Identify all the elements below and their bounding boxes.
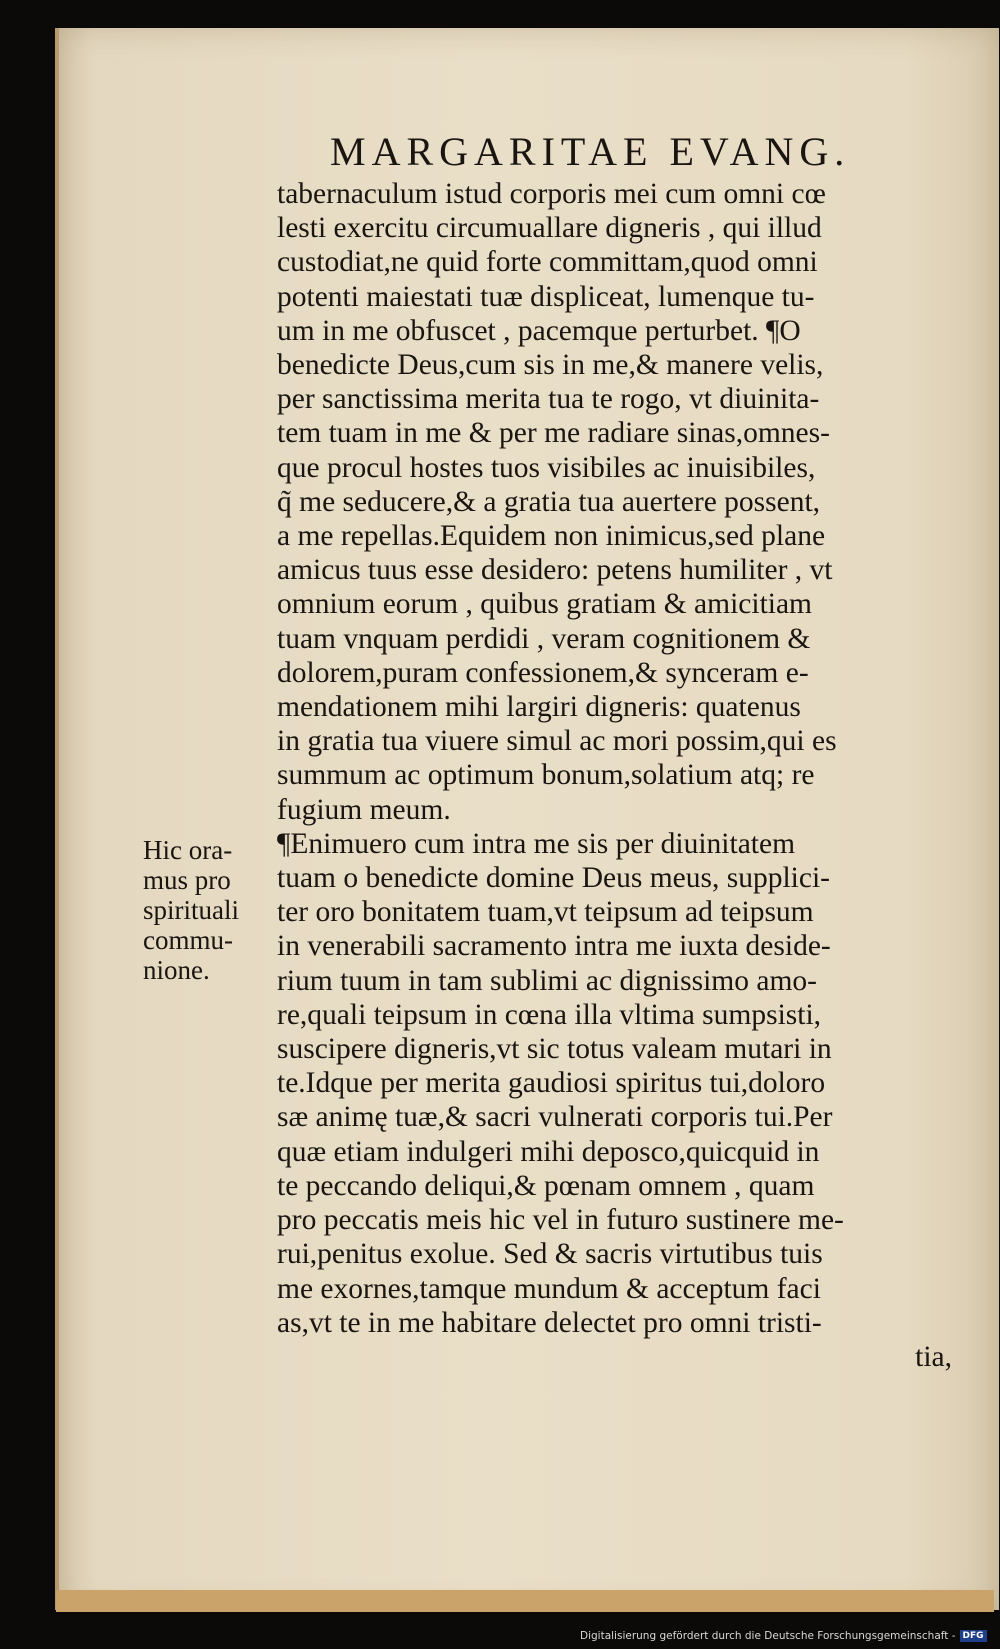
margin-note-line: Hic ora- [143,835,233,865]
text-line: dolorem,puram confessionem,& synceram e- [277,656,809,689]
text-line: in gratia tua viuere simul ac mori possim,qui es [277,725,837,758]
text-line: que procul hostes tuos visibiles ac inuisibiles, [277,451,816,484]
text-line: summum ac optimum bonum,solatium atq; re [277,759,815,792]
text-line: te peccando deliqui,& pœnam omnem , quam [277,1169,815,1202]
text-line: quæ etiam indulgeri mihi deposco,quicquid in [277,1135,820,1168]
text-line: custodiat,ne quid forte committam,quod omni [277,246,818,279]
page-edge [56,1590,994,1612]
text-line: mendationem mihi largiri digneris: quatenus [277,691,801,724]
margin-note-line: commu- [143,925,233,955]
margin-note-line: spirituali [143,895,239,925]
running-header: MARGARITAE EVANG. [330,129,851,174]
text-line: ter oro bonitatem tuam,vt teipsum ad teipsum [277,896,814,929]
text-line: rium tuum in tam sublimi ac dignissimo amo- [277,964,817,997]
text-line: benedicte Deus,cum sis in me,& manere velis, [277,349,824,382]
text-line: tuam o benedicte domine Deus meus, supplici- [277,862,830,895]
text-line: suscipere digneris,vt sic totus valeam mutari in [277,1033,832,1066]
text-line: te.Idque per merita gaudiosi spiritus tui,doloro [277,1067,826,1100]
text-line: q̃ me seducere,& a gratia tua auertere possent, [277,485,821,518]
credit-text: Digitalisierung gefördert durch die Deutsche Forschungsgemeinschaft - [580,1630,956,1642]
text-line: tabernaculum istud corporis mei cum omni cœ [277,178,826,210]
body-text [277,177,952,1374]
text-line: fugium meum. [277,793,451,826]
text-line: per sanctissima merita tua te rogo, vt diuinita- [277,383,820,416]
text-line: a me repellas.Equidem non inimicus,sed plane [277,520,826,553]
text-line: potenti maiestati tuæ displiceat, lumenque tu- [277,280,815,313]
text-line: as,vt te in me habitare delectet pro omni tristi- [277,1306,822,1339]
text-line: re,quali teipsum in cœna illa vltima sumpsisti, [277,998,822,1031]
text-line: pro peccatis meis hic vel in futuro sustinere me- [277,1204,844,1237]
catchword: tia, [915,1340,952,1373]
text-line: lesti exercitu circumuallare digneris , qui illud [277,212,822,245]
text-line: tem tuam in me & per me radiare sinas,omnes- [277,417,830,450]
text-line: rui,penitus exolue. Sed & sacris virtutibus tuis [277,1238,823,1271]
dfg-logo-icon: DFG [960,1630,987,1642]
margin-note-line: mus pro [143,865,231,895]
text-line: amicus tuus esse desidero: petens humiliter , vt [277,554,833,587]
margin-note-line: nione. [143,955,210,985]
text-line: um in me obfuscet , pacemque perturbet. ¶O [277,314,801,347]
text-line: tuam vnquam perdidi , veram cognitionem & [277,622,811,655]
text-line: omnium eorum , quibus gratiam & amicitiam [277,588,813,621]
text-line: sæ animę tuæ,& sacri vulnerati corporis tui.Per [277,1101,833,1134]
text-line: me exornes,tamque mundum & acceptum faci [277,1272,821,1305]
margin-note [143,835,273,985]
digitization-credit [580,1630,987,1642]
text-line: ¶Enimuero cum intra me sis per diuinitatem [277,827,796,860]
text-line: in venerabili sacramento intra me iuxta deside- [277,930,831,963]
